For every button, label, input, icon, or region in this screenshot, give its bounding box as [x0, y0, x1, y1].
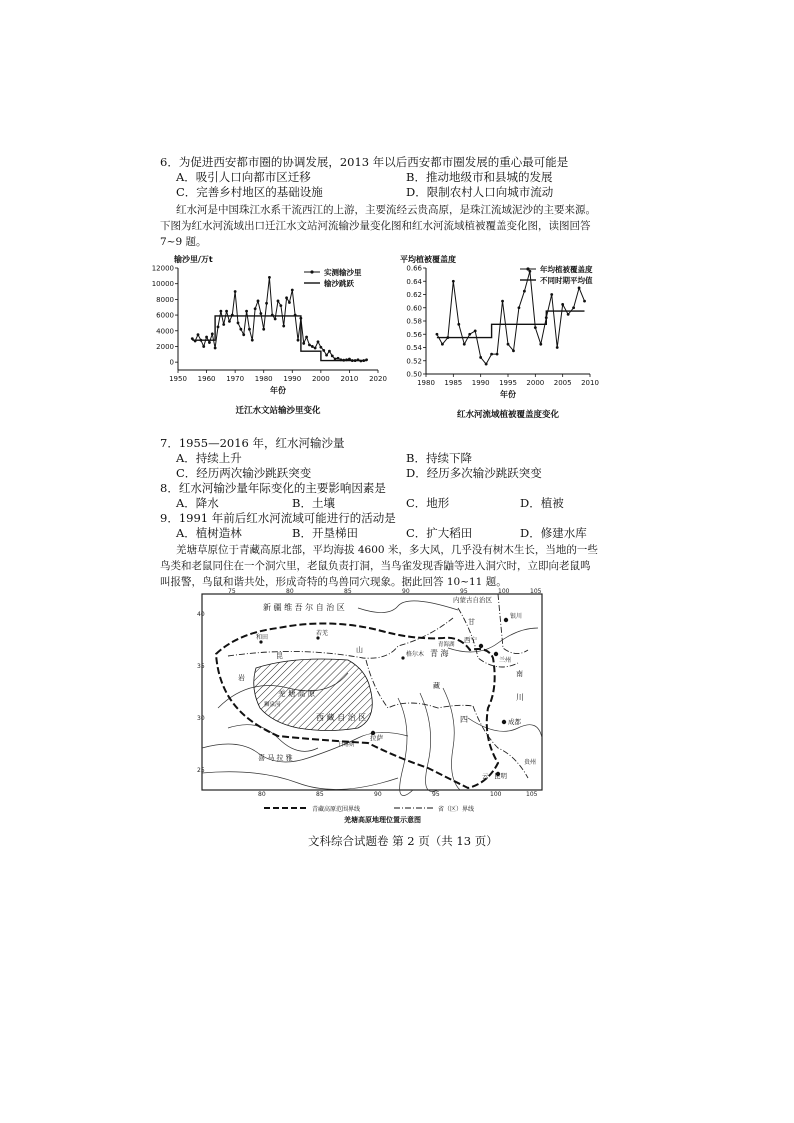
data-point [217, 325, 220, 328]
q7-option-d: D．经历多次输沙跳跃突变 [406, 466, 542, 480]
data-point [331, 354, 334, 357]
x-tick-label: 1970 [226, 375, 245, 383]
legend-label-step: 不同时期平均值 [540, 276, 593, 285]
map-tick: 105 [526, 791, 538, 798]
data-point [297, 339, 300, 342]
data-point [308, 343, 311, 346]
data-point [501, 300, 504, 303]
data-point [254, 307, 257, 310]
lanzhou-dot [494, 652, 498, 656]
label-yinchuan: 银川 [510, 613, 523, 620]
data-point [225, 310, 228, 313]
data-point [237, 322, 240, 325]
intro1-line2: 下图为红水河流域出口迁江水文站河流输沙量变化图和红水河流域植被覆盖变化图，读图回答 [160, 220, 591, 232]
x-tick-label: 1995 [499, 379, 517, 387]
data-point [197, 333, 200, 336]
data-point [277, 300, 280, 303]
data-point [239, 328, 242, 331]
x-tick-label: 1990 [283, 375, 302, 383]
q9-stem: 9．1991 年前后红水河流域可能进行的活动是 [160, 511, 396, 525]
data-point [550, 293, 553, 296]
intro2-line2: 鸟类和老鼠同住在一个洞穴里，老鼠负责打洞，当鸟雀发现香鼬等进入洞穴时，立即向老鼠鸣 [160, 560, 591, 572]
q9-option-d: D．修建水库 [520, 526, 587, 540]
q6-option-d: D．限制农村人口向城市流动 [406, 185, 554, 199]
label-neimenggu: 内蒙古自治区 [453, 596, 492, 604]
label-qinghai: 青 海 [430, 649, 449, 658]
data-point [288, 301, 291, 304]
x-tick-label: 1980 [417, 379, 435, 387]
label-ximalaya: 喜 马 拉 雅 [258, 754, 293, 762]
x-tick-label: 1960 [197, 375, 216, 383]
data-point [282, 325, 285, 328]
data-point [274, 318, 277, 321]
q9-option-a: A．植树造林 [176, 526, 242, 540]
data-point [474, 330, 477, 333]
data-point [328, 350, 331, 353]
series-measured-line [437, 271, 585, 364]
x-tick-label: 2000 [311, 375, 330, 383]
legend-marker-measured [310, 270, 313, 273]
data-point [208, 341, 211, 344]
data-point [257, 300, 260, 303]
data-point [490, 353, 493, 356]
data-point [337, 357, 340, 360]
label-yunnan: 云 [482, 772, 489, 780]
x-tick-label: 1990 [471, 379, 490, 387]
data-point [441, 343, 444, 346]
legend-label-step: 输沙跳跃 [324, 279, 354, 288]
map-tick: 90 [402, 588, 410, 595]
map-tick: 35 [197, 663, 205, 670]
label-zang: 藏 [433, 682, 440, 690]
data-point [578, 286, 581, 289]
xining-dot [479, 644, 483, 648]
data-point [259, 312, 262, 315]
q8-stem: 8．红水河输沙量年际变化的主要影响因素是 [160, 481, 386, 495]
data-point [539, 343, 542, 346]
data-point [222, 323, 225, 326]
y-axis-label: 输沙里/万t [174, 255, 213, 264]
label-lanzhou: 兰州 [499, 657, 512, 664]
x-tick-label: 1950 [169, 375, 187, 383]
q8-option-d: D．植被 [520, 496, 564, 510]
legend-boundary-label: 青藏高原范围界线 [312, 806, 361, 813]
q7-option-b: B．持续下降 [406, 451, 472, 465]
x-tick-label: 1985 [444, 379, 463, 387]
map-tick: 80 [258, 791, 266, 798]
y-tick-label: 0.62 [406, 291, 422, 299]
chengdu-dot [502, 720, 506, 724]
x-tick-label: 2020 [369, 375, 387, 383]
data-point [528, 270, 531, 273]
label-xinjiang: 新 疆 维 吾 尔 自 治 区 [263, 603, 345, 612]
data-point [572, 306, 575, 309]
data-point [228, 320, 231, 323]
y-tick-label: 0.66 [406, 264, 422, 273]
label-kunlun: 昆 [276, 652, 283, 660]
data-point [319, 346, 322, 349]
y-tick-label: 0.54 [406, 344, 422, 352]
label-hetian: 和田 [256, 634, 269, 641]
yinchuan-dot [504, 618, 508, 622]
label-nan: 南 [516, 670, 523, 678]
label-ruoqiang: 若羌 [316, 630, 329, 637]
data-point [512, 349, 515, 352]
chart-title: 迁江水文站输沙里变化 [235, 406, 321, 416]
data-point [268, 276, 271, 279]
data-point [523, 290, 526, 293]
label-lasa: 拉萨 [370, 734, 383, 742]
legend-label-measured: 年均植被覆盖度 [540, 265, 593, 274]
data-point [485, 363, 488, 366]
data-point [325, 354, 328, 357]
q6-stem: 6．为促进西安都市圈的协调发展，2013 年以后西安都市圈发展的重心最可能是 [160, 155, 569, 169]
label-kunming: 昆明 [494, 772, 507, 780]
y-tick-label: 4000 [156, 327, 174, 336]
data-point [479, 356, 482, 359]
x-tick-label: 2010 [340, 375, 359, 383]
y-tick-label: 0.50 [406, 370, 422, 379]
q7-option-c: C．经历两次输沙跳跃突变 [176, 466, 312, 480]
data-point [202, 345, 205, 348]
label-qiangtang: 羌 塘 高 原 [278, 689, 316, 698]
data-point [468, 333, 471, 336]
x-axis-label: 年份 [270, 386, 286, 395]
q8-option-a: A．降水 [176, 496, 219, 510]
x-tick-label: 2010 [581, 379, 599, 387]
q7-stem: 7．1955—2016 年，红水河输沙量 [160, 436, 345, 450]
label-guizhou: 贵州 [524, 759, 537, 766]
q6-option-a: A．吸引人口向都市区迁移 [176, 170, 311, 184]
q8-option-b: B．土壤 [292, 496, 335, 510]
data-point [214, 347, 217, 350]
label-kunlun-shan: 山 [356, 646, 363, 654]
y-axis-label: 平均植被覆盖度 [400, 255, 456, 264]
label-chuan: 川 [516, 693, 524, 702]
map-caption: 羌塘高原地理位置示意图 [344, 816, 421, 824]
data-point [219, 310, 222, 313]
data-point [496, 353, 499, 356]
data-point [265, 302, 268, 305]
data-point [205, 336, 208, 339]
label-shiquanhe: 狮泉河 [264, 702, 281, 708]
data-point [285, 296, 288, 299]
x-tick-label: 1980 [254, 375, 273, 383]
data-point [463, 343, 466, 346]
intro1-line1: 红水河是中国珠江水系干流西江的上游，主要流经云贵高原，是珠江流域泥沙的主要来源。 [176, 204, 596, 216]
y-tick-label: 10000 [151, 280, 174, 289]
legend-province-label: 省（区）界线 [438, 806, 475, 813]
data-point [302, 342, 305, 345]
q9-option-b: B．开垦梯田 [292, 526, 358, 540]
data-point [305, 336, 308, 339]
y-tick-label: 12000 [151, 264, 174, 273]
data-point [507, 343, 510, 346]
data-point [211, 333, 214, 336]
data-point [583, 300, 586, 303]
map-frame [202, 594, 542, 790]
data-point [561, 303, 564, 306]
sediment-chart [148, 250, 398, 420]
data-point [314, 347, 317, 350]
data-point [251, 339, 254, 342]
y-tick-label: 0 [169, 358, 174, 367]
data-point [452, 280, 455, 283]
map-tick: 95 [460, 588, 468, 595]
geermu-dot [401, 656, 404, 659]
series-measured-line [192, 277, 366, 361]
label-qinghaihu: 青海湖 [438, 642, 455, 648]
data-point [262, 328, 265, 331]
y-tick-label: 8000 [156, 295, 174, 304]
label-geermu: 格尔木 [406, 651, 425, 658]
label-xining: 西宁 [464, 636, 477, 644]
x-axis-label: 年份 [500, 390, 516, 399]
map-tick: 95 [432, 791, 440, 798]
data-point [248, 328, 251, 331]
q8-option-c: C．地形 [406, 496, 450, 510]
page-footer: 文科综合试题卷 第 2 页（共 13 页） [308, 834, 498, 848]
y-tick-label: 2000 [156, 342, 174, 351]
data-point [322, 349, 325, 352]
data-point [436, 333, 439, 336]
q7-option-a: A．持续上升 [176, 451, 242, 465]
legend-label-measured: 实测输沙里 [324, 268, 362, 277]
y-tick-label: 0.58 [406, 317, 422, 326]
data-point [245, 310, 248, 313]
q9-option-c: C．扩大稻田 [406, 526, 473, 540]
y-tick-label: 0.64 [406, 277, 422, 286]
label-xizang: 西 藏 自 治 区 [316, 713, 367, 722]
map-tick: 105 [530, 588, 542, 595]
y-tick-label: 0.56 [406, 330, 422, 339]
map-tick: 85 [344, 588, 352, 595]
data-point [534, 326, 537, 329]
label-yan: 岩 [238, 674, 245, 682]
map-tick: 75 [228, 588, 236, 595]
map-tick: 90 [374, 791, 382, 798]
y-tick-label: 0.52 [406, 357, 422, 366]
data-point [556, 346, 559, 349]
map-tick: 100 [498, 588, 510, 595]
map-tick: 30 [197, 715, 205, 722]
data-point [311, 345, 314, 348]
chart-title: 红水河流域植被覆盖度变化 [456, 410, 560, 420]
data-point [567, 313, 570, 316]
data-point [234, 290, 237, 293]
y-tick-label: 0.60 [406, 304, 422, 313]
x-tick-label: 2000 [526, 379, 545, 387]
q6-option-c: C．完善乡村地区的基础设施 [176, 185, 323, 199]
data-point [518, 306, 521, 309]
label-gansu: 甘 [468, 618, 475, 626]
intro2-line1: 羌塘草原位于青藏高原北部，平均海拔 4600 米，多大风，几乎没有树木生长，当地的一些 [176, 544, 598, 556]
intro2-line3: 叫报警，鸟鼠和谐共处，形成奇特的鸟兽同穴现象。据此回答 10~11 题。 [160, 576, 507, 588]
label-si: 四 [460, 715, 468, 724]
data-point [291, 289, 294, 292]
label-rikaze: 日喀则 [338, 742, 355, 748]
x-tick-label: 2005 [553, 379, 572, 387]
intro1-line3: 7~9 题。 [160, 236, 207, 248]
q6-option-b: B．推动地级市和县城的发展 [406, 170, 553, 184]
vegetation-chart [398, 250, 620, 420]
map-tick: 25 [197, 767, 205, 774]
map-tick: 85 [316, 791, 324, 798]
qiangtang-location-map [198, 588, 548, 824]
data-point [317, 340, 320, 343]
map-tick: 100 [490, 791, 502, 798]
data-point [457, 323, 460, 326]
map-tick: 40 [197, 611, 205, 618]
data-point [279, 304, 282, 307]
map-tick: 80 [286, 588, 294, 595]
label-chengdu: 成都 [508, 718, 521, 726]
y-tick-label: 6000 [156, 311, 174, 320]
data-point [242, 333, 245, 336]
legend-marker-measured [526, 267, 529, 270]
